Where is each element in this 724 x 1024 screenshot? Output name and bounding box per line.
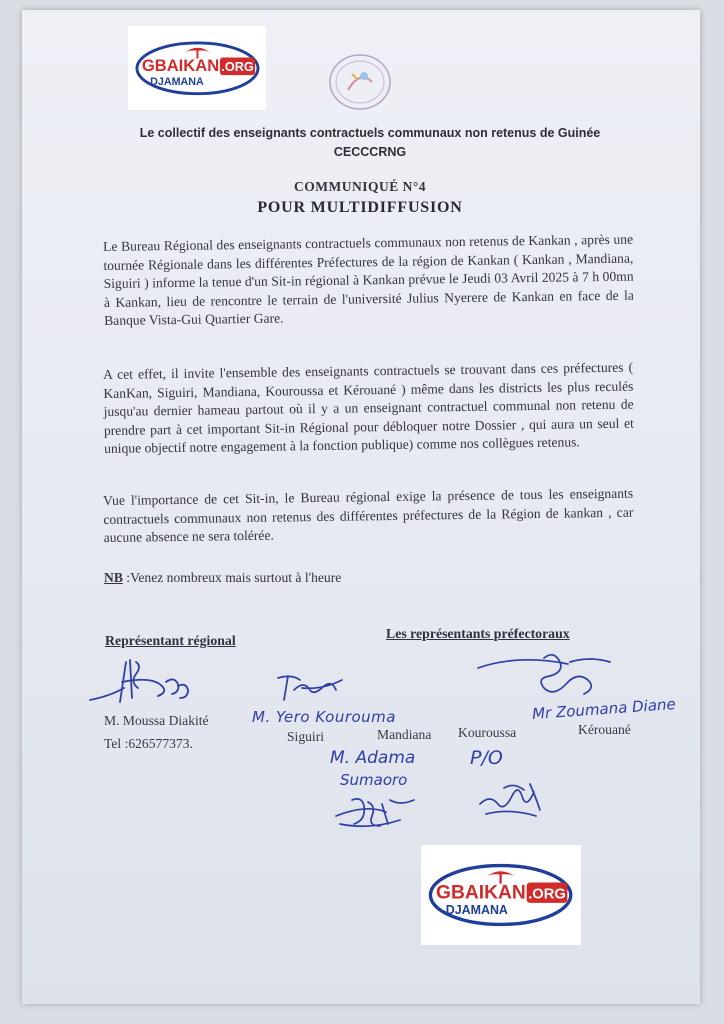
handwritten-po-note: P/O: [470, 747, 503, 769]
gbaikan-logo-graphic: [134, 39, 261, 98]
handwritten-kerouane-rep: Mr Zoumana Diane: [531, 695, 677, 723]
regional-rep-phone: Tel :626577373.: [104, 736, 193, 751]
paragraph-invitation: A cet effet, il invite l'ensemble des enseignants contractuels se trouvant dans ces préfectures ( KanKan, Siguiri, Mandiana, Kouroussa et Kérouané ) même dans les districts les plus reculés jusqu'au dernier hameau partout où il y a un enseignant contractuel communal non retenu de prendre part à cet important Sit-in Régional pour débloquer notre Dossier , qui aura un seul et unique objectif notre engagement à la fonction publique) comme nos collègues retenus.: [103, 359, 634, 456]
place-kerouane: Kérouané: [578, 722, 631, 737]
nb-text: :Venez nombreux mais surtout à l'heure: [122, 570, 342, 585]
regional-signature: [86, 652, 198, 712]
place-siguiri: Siguiri: [287, 729, 325, 744]
gbaikan-logo-bottom: [421, 845, 581, 945]
handwritten-mandiana-rep-first: M. Adama: [330, 748, 416, 768]
logo-tld-text-bottom: .ORG: [528, 886, 567, 903]
kouroussa-signature: [474, 774, 554, 824]
nb-note: [104, 570, 341, 586]
place-mandiana: Mandiana: [377, 727, 432, 742]
paragraph-requirement: Vue l'importance de cet Sit-in, le Bureau régional exige la présence de tous les enseignants contractuels communaux non retenus des différentes préfectures de la Région de kankan , car aucune absence ne sera tolérée.: [103, 485, 634, 545]
logo-sub-text: DJAMANA: [149, 75, 204, 88]
nb-label: NB: [104, 570, 123, 585]
organization-acronym: CECCCRNG: [333, 145, 407, 159]
gbaikan-logo-top: [128, 26, 266, 110]
logo-brand-text-bottom: GBAIKAN: [436, 882, 527, 904]
organization-name: Le collectif des enseignants contractuels communaux non retenus de Guinée: [139, 126, 601, 140]
paragraph-announcement: Le Bureau Régional des enseignants contractuels communaux non retenus de Kankan , après une tournée Régionale dans les différentes Préfectures de la région de Kankan ( Kankan , Mandiana, Siguiri ) informe la tenue d'un Sit-in régional à Kankan prévue le Jeudi 03 Avril 2025 à 7 h 00mn à Kankan, lieu de rencontre le terrain de l'université Julius Nyerere de Kankan en face de la Banque Vista-Gui Quartier Gare.: [103, 231, 634, 328]
kerouane-signature: [474, 648, 624, 704]
communique-number: COMMUNIQUÉ N°4: [293, 179, 426, 194]
mandiana-signature: [332, 790, 422, 834]
logo-brand-text: GBAIKAN: [141, 55, 219, 75]
logo-sub-text-bottom: DJAMANA: [446, 903, 509, 918]
regional-rep-name: M. Moussa Diakité: [104, 713, 209, 728]
logo-tld-text: .ORG: [220, 59, 254, 74]
place-kouroussa: Kouroussa: [458, 725, 517, 740]
siguiri-signature: [272, 670, 352, 710]
collective-seal-icon: [326, 52, 394, 112]
regional-rep-heading: Représentant régional: [105, 633, 236, 648]
prefectoral-reps-heading: Les représentants préfectoraux: [386, 626, 570, 641]
gbaikan-logo-graphic-bottom: [427, 861, 574, 929]
communique-title: POUR MULTIDIFFUSION: [257, 199, 463, 216]
handwritten-mandiana-rep-last: Sumaoro: [340, 771, 408, 789]
handwritten-siguiri-rep: M. Yero Kourouma: [252, 708, 396, 726]
